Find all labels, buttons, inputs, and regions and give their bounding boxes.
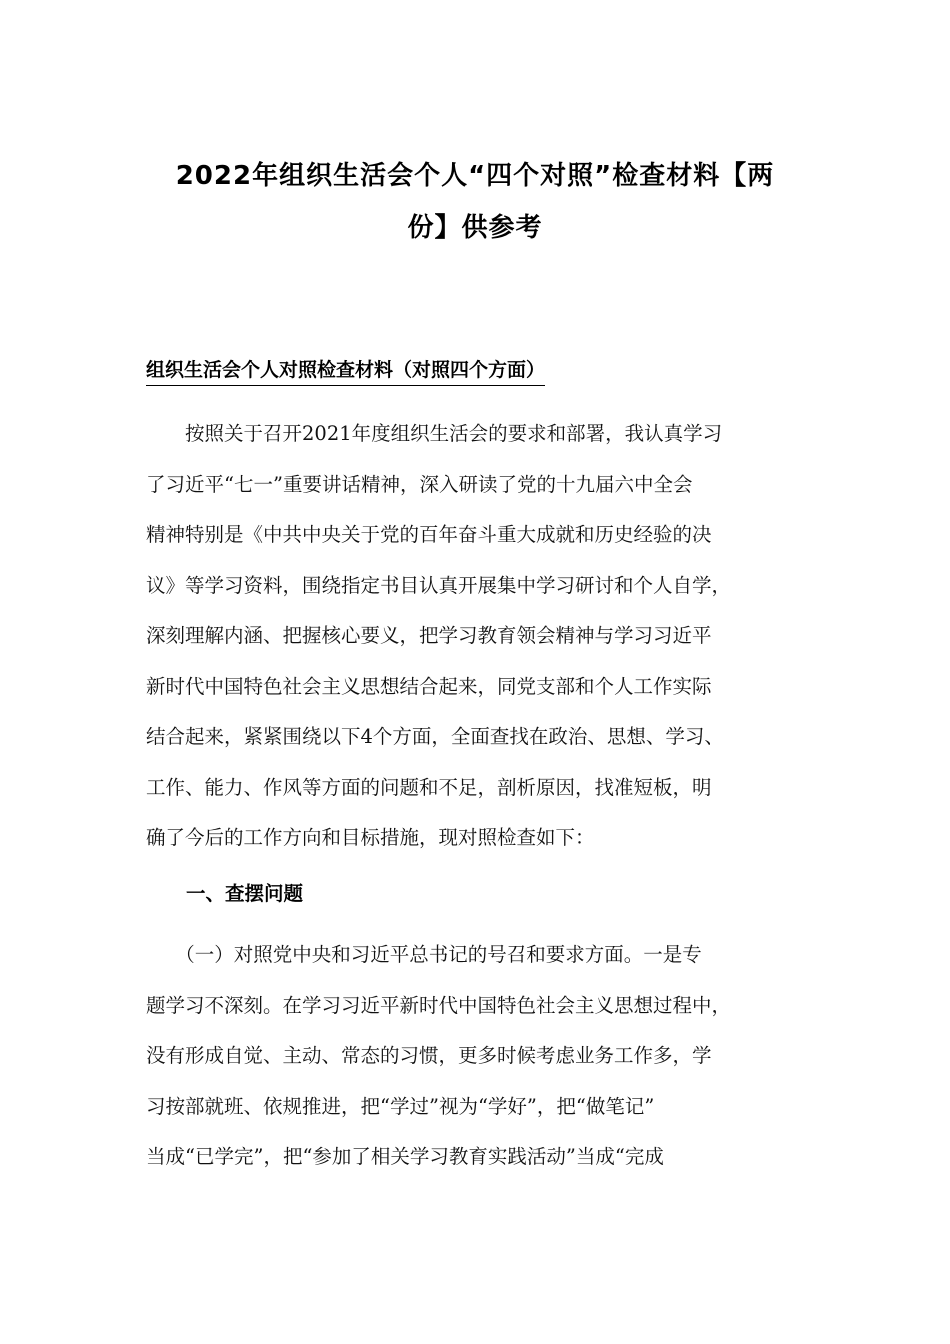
paragraph-line: 结合起来，紧紧围绕以下4个方面，全面查找在政治、思想、学习、 [146, 725, 724, 748]
section-title: 组织生活会个人对照检查材料（对照四个方面） [146, 357, 545, 386]
paragraph-line: 精神特别是《中共中央关于党的百年奋斗重大成就和历史经验的决 [146, 523, 712, 546]
paragraph-line: 按照关于召开2021年度组织生活会的要求和部署，我认真学习 [146, 422, 723, 445]
paragraph-line: 题学习不深刻。在学习习近平新时代中国特色社会主义思想过程中， [146, 993, 732, 1017]
paragraph-line: 了习近平“七一”重要讲话精神，深入研读了党的十九届六中全会 [146, 472, 693, 496]
paragraph-line: （一）对照党中央和习近平总书记的号召和要求方面。一是专 [146, 943, 702, 966]
paragraph-line: 确了今后的工作方向和目标措施，现对照检查如下： [146, 826, 595, 849]
title-line-2: 份】供参考 [407, 213, 543, 243]
paragraph-line: 新时代中国特色社会主义思想结合起来，同党支部和个人工作实际 [146, 674, 712, 698]
paragraph-line: 当成“已学完”，把“参加了相关学习教育实践活动”当成“完成 [146, 1145, 664, 1168]
heading-check-problems: 一、查摆问题 [186, 882, 304, 905]
paragraph-line: 没有形成自觉、主动、常态的习惯，更多时候考虑业务工作多，学 [146, 1044, 712, 1067]
paragraph-line: 工作、能力、作风等方面的问题和不足，剖析原因，找准短板，明 [146, 775, 712, 799]
title-line-1: 2022年组织生活会个人“四个对照”检查材料【两 [175, 161, 775, 191]
paragraph-2 [146, 930, 826, 1183]
paragraph-line: 习按部就班、依规推进，把“学过”视为“学好”，把“做笔记” [146, 1094, 655, 1118]
paragraph-line: 深刻理解内涵、把握核心要义，把学习教育领会精神与学习习近平 [146, 624, 712, 647]
paragraph-1 [146, 409, 826, 864]
document-title [140, 150, 810, 254]
paragraph-line: 议》等学习资料，围绕指定书目认真开展集中学习研讨和个人自学， [146, 573, 732, 597]
